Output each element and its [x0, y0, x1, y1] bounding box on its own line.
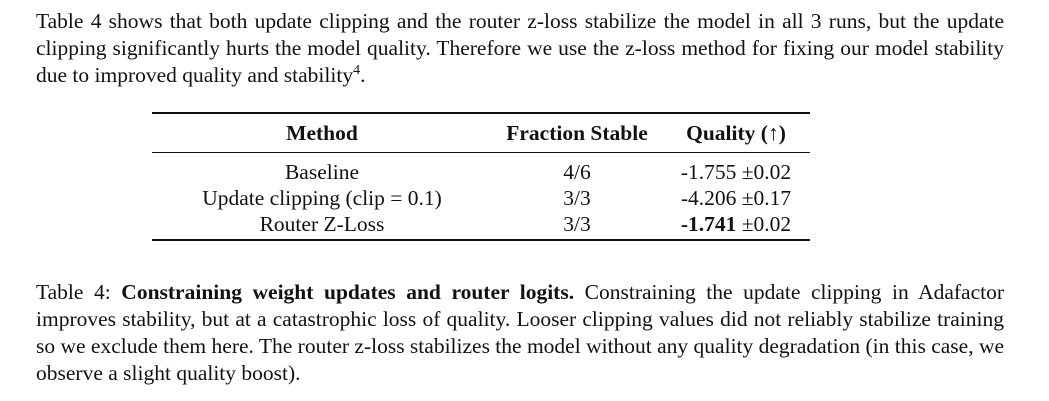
- header-quality: Quality (↑): [686, 121, 786, 145]
- caption-title: Constraining weight updates and router logits.: [121, 280, 575, 304]
- table-caption: [36, 279, 1004, 387]
- intro-text-end: .: [360, 63, 366, 87]
- cell-method: Router Z-Loss: [259, 212, 385, 236]
- table-row: [152, 211, 810, 239]
- cell-fraction: 3/3: [563, 186, 591, 210]
- cell-quality: [662, 153, 810, 185]
- cell-fraction: 4/6: [563, 160, 591, 184]
- cell-method: Baseline: [284, 160, 360, 184]
- quality-error: ±0.17: [736, 186, 792, 210]
- table-row: [152, 153, 810, 185]
- header-fraction-stable: Fraction Stable: [506, 121, 648, 145]
- table-body: [152, 153, 810, 239]
- table-header-row: [152, 114, 810, 152]
- cell-quality: [662, 185, 810, 211]
- quality-error: ±0.02: [736, 160, 792, 184]
- table-grid: [152, 114, 810, 152]
- header-method: Method: [286, 121, 358, 145]
- cell-method: Update clipping (clip = 0.1): [202, 186, 442, 210]
- caption-text: Constraining the update clipping in Adafactor improves stability, but at a catastrophic loss of quality. Looser clipping values did not reliably stabilize training so we exclude them here. The router z-loss stabilizes the model without any quality degradation (in this case, we observe a slight quality boost).: [36, 280, 1005, 385]
- cell-quality: [662, 211, 810, 239]
- caption-label: Table 4:: [36, 280, 111, 304]
- intro-paragraph-container: [36, 8, 1004, 89]
- cell-fraction: 3/3: [563, 212, 591, 236]
- quality-value: -4.206: [680, 186, 737, 210]
- table-row: [152, 185, 810, 211]
- footnote-mark[interactable]: 4: [353, 63, 361, 78]
- quality-value-best: -1.741: [680, 212, 737, 236]
- results-table: [152, 112, 810, 241]
- intro-text: Table 4 shows that both update clipping and the router z-loss stabilize the model in all 3 runs, but the update clipping significantly hurts the model quality. Therefore we use the z-loss method for fixing our model stability due to improved quality and stability: [36, 9, 1004, 87]
- quality-error: ±0.02: [736, 212, 792, 236]
- intro-paragraph: [36, 8, 1004, 89]
- table-bottom-rule: [152, 239, 810, 241]
- quality-value: -1.755: [680, 160, 737, 184]
